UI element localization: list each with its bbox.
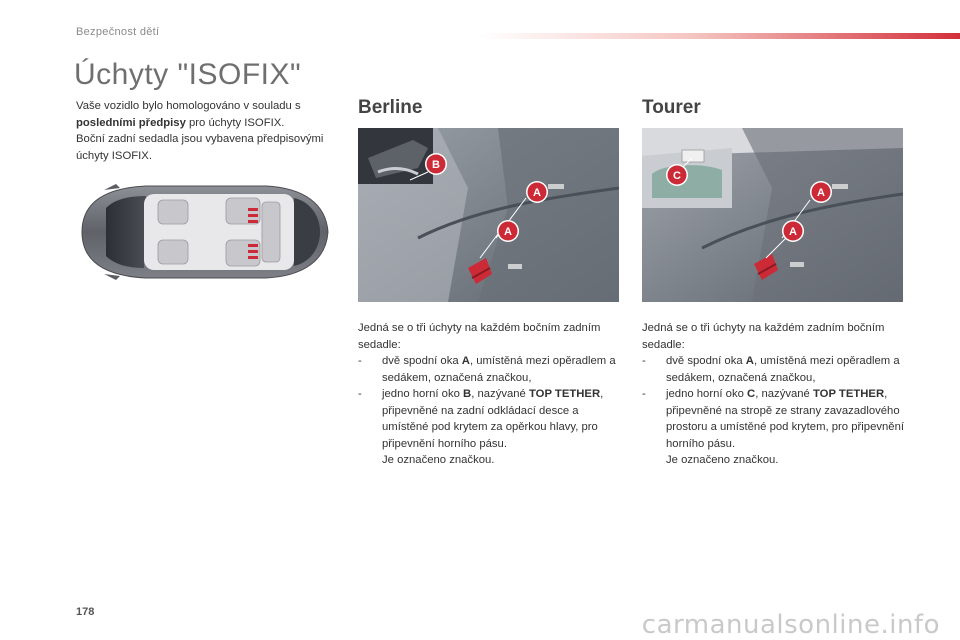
page-number: 178 (76, 606, 95, 618)
tourer-isofix-photo (642, 128, 903, 302)
berline-tail: Je označeno značkou. (382, 454, 495, 466)
car-top-view-illustration (76, 178, 332, 286)
tourer-description (642, 320, 912, 469)
header-accent-bar (480, 33, 960, 39)
tourer-marker-a-lower: A (789, 226, 797, 238)
berline-heading: Berline (358, 97, 423, 118)
intro-text-part4: Boční zadní sedadla jsou vybavena předpisovými úchyty ISOFIX. (76, 133, 324, 162)
intro-text-part1: Vaše vozidlo bylo homologováno v souladu s (76, 100, 301, 112)
berline-marker-a-lower: A (504, 226, 512, 238)
berline-marker-b: B (432, 159, 440, 171)
berline-item-lower-anchors: - dvě spodní oka A, umístěná mezi opěradlem a sedákem, označená značkou, (358, 355, 616, 384)
page-title: Úchyty "ISOFIX" (74, 58, 302, 91)
intro-text-bold: posledními předpisy (76, 116, 186, 129)
berline-item-top-tether: - jedno horní oko B, nazývané TOP TETHER, připevněné na zadní odkládací desce a umístěné pod krytem za opěrkou hlavy, pro připevnění horního pásu. (358, 388, 604, 450)
tourer-marker-c: C (673, 170, 681, 182)
berline-intro: Jedná se o tři úchyty na každém bočním zadním sedadle: (358, 322, 601, 351)
intro-text-part3: pro úchyty ISOFIX. (185, 116, 285, 129)
tourer-intro: Jedná se o tři úchyty na každém zadním bočním sedadle: (642, 322, 885, 351)
berline-isofix-photo (358, 128, 619, 302)
intro-text (76, 98, 338, 164)
tourer-item-lower-anchors: - dvě spodní oka A, umístěná mezi opěradlem a sedákem, označená značkou, (642, 355, 900, 384)
tourer-marker-a-upper: A (817, 187, 825, 199)
tourer-heading: Tourer (642, 97, 701, 118)
watermark: carmanualsonline.info (641, 610, 940, 640)
berline-marker-a-upper: A (533, 187, 541, 199)
tourer-item-top-tether: - jedno horní oko C, nazývané TOP TETHER, připevněné na stropě ze strany zavazadlového prostoru a umístěné pod krytem, pro připevnění horního pásu. (642, 388, 904, 450)
berline-description (358, 320, 628, 469)
section-label: Bezpečnost dětí (76, 26, 160, 38)
tourer-tail: Je označeno značkou. (666, 454, 779, 466)
